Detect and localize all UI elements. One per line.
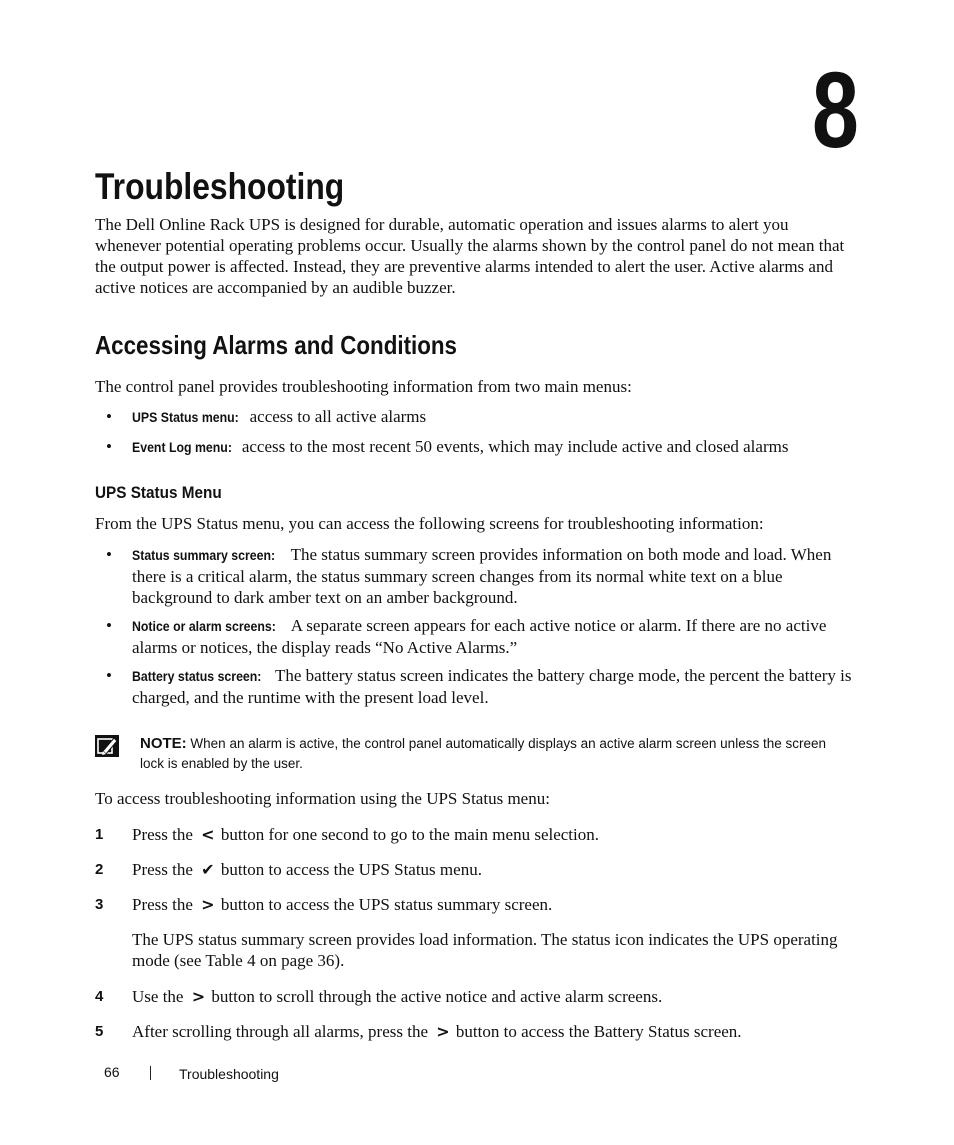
step-text-post: button for one second to go to the main menu selection. [216, 825, 599, 844]
footer-chapter-name: Troubleshooting [179, 1066, 279, 1082]
note-text [140, 734, 840, 774]
bullet-term: Battery status screen: [132, 668, 262, 684]
bullet-dot: • [106, 545, 112, 564]
step-item [95, 859, 855, 880]
step-text-pre: Press the [132, 825, 198, 844]
bullet-item-ups-status-menu [95, 406, 855, 428]
step-number: 4 [95, 988, 104, 1005]
bullet-text: The battery status screen indicates the battery charge mode, the percent the battery is charged, and the runtime with the present load level. [132, 666, 852, 707]
bullet-dot: • [106, 616, 112, 635]
step-3-detail: The UPS status summary screen provides load information. The status icon indicates the UPS operating mode (see Table 4 on page 36). [132, 930, 838, 970]
bullet-term: Notice or alarm screens: [132, 618, 276, 634]
right-arrow-button-icon: > [436, 1022, 450, 1041]
bullet-text: The status summary screen provides information on both mode and load. When there is a critical alarm, the status summary screen changes from its normal white text on a blue background to dark amber text on an amber background. [132, 545, 832, 607]
chapter-number: 8 [812, 49, 859, 170]
bullet-term: Event Log menu: [132, 439, 232, 455]
bullet-text: A separate screen appears for each active notice or alarm. If there are no active alarms or notices, the display reads “No Active Alarms.” [132, 616, 827, 657]
footer-page-number: 66 [104, 1064, 120, 1080]
left-arrow-button-icon: < [201, 825, 215, 844]
step-number: 5 [95, 1023, 104, 1040]
step-item [95, 824, 855, 845]
step-text-pre: Press the [132, 895, 198, 914]
subsection-heading: UPS Status Menu [95, 483, 222, 502]
checkmark-button-icon: ✔ [201, 860, 215, 879]
section-heading: Accessing Alarms and Conditions [95, 330, 457, 360]
bullet-item-battery-status-screen [95, 665, 855, 708]
step-item [95, 894, 855, 915]
right-arrow-button-icon: > [191, 987, 206, 1006]
bullet-dot: • [106, 666, 112, 685]
intro-paragraph: The Dell Online Rack UPS is designed for durable, automatic operation and issues alarms to alert you whenever potential operating problems occur. Usually the alarms shown by the control panel do not mean that the output power is affected. Instead, they are preventive alarms intended to alert the user. Active alarms and active notices are accompanied by an audible buzzer. [95, 215, 845, 297]
bullet-item-status-summary-screen [95, 544, 855, 608]
bullet-dot: • [106, 407, 112, 426]
step-text-pre: After scrolling through all alarms, press the [132, 1022, 433, 1041]
step-text-post: button to scroll through the active notice and active alarm screens. [207, 987, 663, 1006]
bullet-text: access to the most recent 50 events, which may include active and closed alarms [237, 437, 789, 456]
bullet-dot: • [106, 437, 112, 456]
step-number: 2 [95, 861, 104, 878]
step-item [95, 1021, 855, 1042]
step-text-pre: Use the [132, 987, 188, 1006]
bullet-item-event-log-menu [95, 436, 855, 458]
note-label: NOTE: [140, 735, 187, 752]
bullet-term: Status summary screen: [132, 547, 276, 563]
step-text-pre: Press the [132, 860, 198, 879]
bullet-term: UPS Status menu: [132, 409, 239, 425]
footer-separator [150, 1066, 151, 1080]
step-item [95, 986, 855, 1007]
note-body: When an alarm is active, the control panel automatically displays an active alarm screen unless the screen lock is enabled by the user. [140, 736, 826, 771]
note-pencil-icon [95, 735, 119, 757]
subsection-intro: From the UPS Status menu, you can access the following screens for troubleshooting information: [95, 514, 764, 533]
step-text-post: button to access the UPS status summary screen. [216, 895, 553, 914]
bullet-text: access to all active alarms [245, 407, 427, 426]
chapter-title: Troubleshooting [95, 166, 345, 207]
right-arrow-button-icon: > [201, 895, 215, 914]
bullet-item-notice-or-alarm-screens [95, 615, 855, 658]
step-number: 1 [95, 826, 104, 843]
step-number: 3 [95, 896, 104, 913]
step-text-post: button to access the Battery Status screen. [451, 1022, 742, 1041]
section-intro: The control panel provides troubleshooting information from two main menus: [95, 377, 632, 396]
steps-intro: To access troubleshooting information using the UPS Status menu: [95, 789, 550, 808]
step-text-post: button to access the UPS Status menu. [216, 860, 482, 879]
